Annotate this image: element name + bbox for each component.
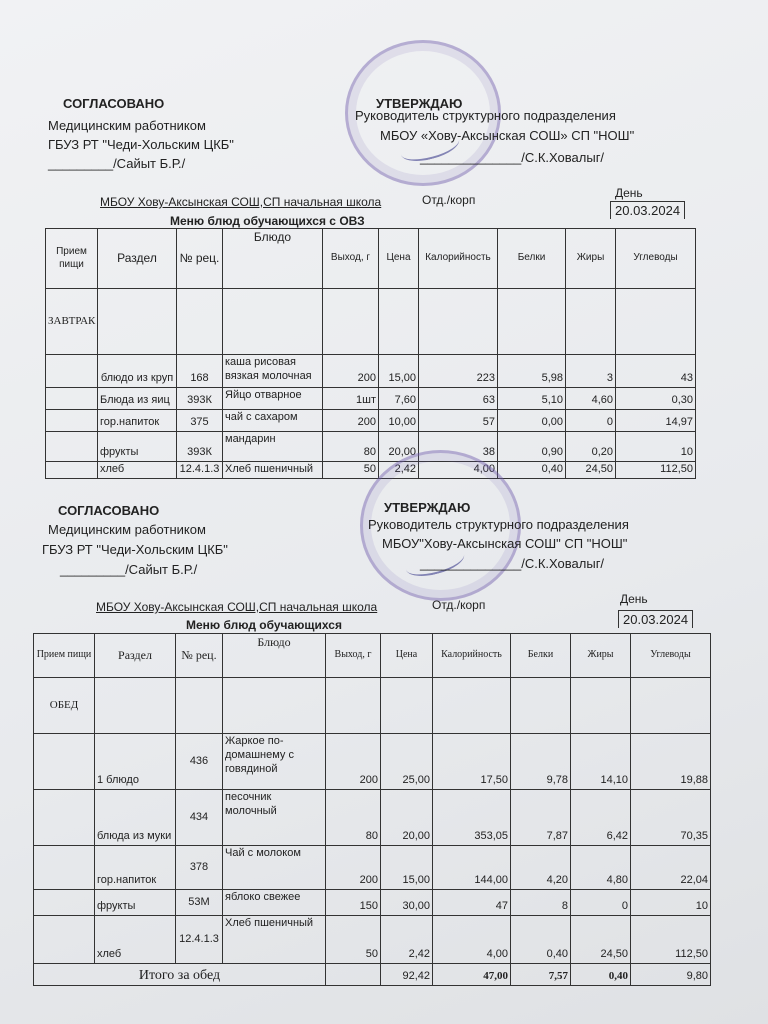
header-row (34, 634, 711, 678)
cell-kcal: 47 (433, 890, 511, 916)
cell-meal (46, 462, 98, 479)
cell-yield: 80 (323, 432, 379, 462)
empty-cell (566, 289, 616, 355)
header-row (46, 229, 696, 289)
empty-cell (95, 678, 176, 734)
cell-carbs: 10 (631, 890, 711, 916)
school-name: МБОУ Хову-Аксынская СОШ,СП начальная школа (100, 195, 382, 209)
empty-cell (223, 678, 326, 734)
meal-row (46, 289, 696, 355)
cell-carbs: 0,30 (616, 388, 696, 410)
table-row (34, 734, 711, 790)
cell-section: гор.напиток (95, 846, 176, 890)
cell-carbs: 19,88 (631, 734, 711, 790)
confirm-line1: Руководитель структурного подразделения (368, 517, 629, 532)
cell-section: Блюда из яиц (98, 388, 177, 410)
approved-sign: _________/Сайыт Б.Р./ (48, 156, 186, 171)
approved-title: СОГЛАСОВАНО (58, 503, 160, 518)
cell-price: 20,00 (381, 790, 433, 846)
cell-dish: мандарин (223, 432, 323, 462)
cell-recipe: 53М (176, 890, 223, 916)
cell-price: 25,00 (381, 734, 433, 790)
column-header-recipe: № рец. (176, 634, 223, 678)
cell-meal (34, 846, 95, 890)
cell-carbs: 112,50 (631, 916, 711, 964)
cell-meal (46, 410, 98, 432)
cell-fat: 0 (566, 410, 616, 432)
empty-cell (326, 678, 381, 734)
empty-cell (379, 289, 419, 355)
column-header-price: Цена (379, 229, 419, 289)
cell-section: хлеб (98, 462, 177, 479)
total-kcal: 47,00 (433, 964, 511, 986)
cell-section: гор.напиток (98, 410, 177, 432)
empty-cell (98, 289, 177, 355)
cell-kcal: 4,00 (433, 916, 511, 964)
cell-price: 20,00 (379, 432, 419, 462)
cell-meal (34, 734, 95, 790)
cell-carbs: 70,35 (631, 790, 711, 846)
cell-carbs: 14,97 (616, 410, 696, 432)
approved-line2: ГБУЗ РТ "Чеди-Хольским ЦКБ" (48, 137, 234, 152)
table-row (46, 432, 696, 462)
cell-protein: 4,20 (511, 846, 571, 890)
cell-fat: 24,50 (566, 462, 616, 479)
column-header-protein: Белки (498, 229, 566, 289)
cell-yield: 200 (323, 410, 379, 432)
cell-fat: 4,60 (566, 388, 616, 410)
cell-meal (46, 355, 98, 388)
approved-line1: Медицинским работником (48, 522, 206, 537)
cell-price: 2,42 (381, 916, 433, 964)
cell-recipe: 436 (176, 734, 223, 790)
cell-price: 7,60 (379, 388, 419, 410)
cell-protein: 9,78 (511, 734, 571, 790)
cell-dish: Яйцо отварное (223, 388, 323, 410)
cell-dish: Жаркое по-домашнему с говядиной (223, 734, 326, 790)
cell-yield: 80 (326, 790, 381, 846)
approved-sign: _________/Сайыт Б.Р./ (60, 562, 198, 577)
meal-label: ОБЕД (34, 678, 95, 734)
cell-carbs: 112,50 (616, 462, 696, 479)
confirm-line1: Руководитель структурного подразделения (355, 108, 616, 123)
cell-kcal: 57 (419, 410, 498, 432)
column-header-yield: Выход, г (323, 229, 379, 289)
cell-fat: 6,42 (571, 790, 631, 846)
cell-protein: 5,98 (498, 355, 566, 388)
cell-price: 15,00 (381, 846, 433, 890)
cell-carbs: 43 (616, 355, 696, 388)
column-header-protein: Белки (511, 634, 571, 678)
cell-protein: 5,10 (498, 388, 566, 410)
approved-line2: ГБУЗ РТ "Чеди-Хольским ЦКБ" (42, 542, 228, 557)
cell-price: 10,00 (379, 410, 419, 432)
approved-title: СОГЛАСОВАНО (63, 96, 165, 111)
column-header-dish: Блюдо (223, 229, 323, 289)
table-row (46, 355, 696, 388)
cell-yield: 150 (326, 890, 381, 916)
empty-cell (223, 289, 323, 355)
cell-protein: 0,00 (498, 410, 566, 432)
cell-section: хлеб (95, 916, 176, 964)
school-name: МБОУ Хову-Аксынская СОШ,СП начальная школа (96, 600, 378, 614)
confirm-title: УТВЕРЖДАЮ (384, 500, 471, 515)
cell-fat: 0,20 (566, 432, 616, 462)
table-row (46, 410, 696, 432)
cell-recipe: 12.4.1.3 (176, 916, 223, 964)
menu-table-lunch (33, 633, 711, 986)
column-header-yield: Выход, г (326, 634, 381, 678)
day-label: День (620, 592, 648, 606)
empty-cell (616, 289, 696, 355)
cell-meal (46, 432, 98, 462)
cell-meal (46, 388, 98, 410)
confirm-line2: МБОУ"Хову-Аксынская СОШ" СП "НОШ" (382, 536, 628, 551)
cell-yield: 50 (326, 916, 381, 964)
menu-title: Меню блюд обучающихся (186, 618, 342, 632)
empty-cell (326, 964, 381, 986)
cell-carbs: 22,04 (631, 846, 711, 890)
empty-cell (323, 289, 379, 355)
cell-kcal: 38 (419, 432, 498, 462)
date-box: 20.03.2024 (610, 201, 685, 219)
cell-protein: 8 (511, 890, 571, 916)
table-row (46, 462, 696, 479)
meal-label: ЗАВТРАК (46, 289, 98, 355)
empty-cell (381, 678, 433, 734)
cell-recipe: 393К (177, 432, 223, 462)
empty-cell (571, 678, 631, 734)
cell-protein: 7,87 (511, 790, 571, 846)
column-header-kcal: Калорийность (419, 229, 498, 289)
cell-kcal: 17,50 (433, 734, 511, 790)
dept-label: Отд./корп (422, 193, 476, 207)
cell-dish: Чай с молоком (223, 846, 326, 890)
cell-protein: 0,90 (498, 432, 566, 462)
dept-label: Отд./корп (432, 598, 486, 612)
cell-protein: 0,40 (511, 916, 571, 964)
column-header-price: Цена (381, 634, 433, 678)
cell-dish: Хлеб пшеничный (223, 462, 323, 479)
cell-meal (34, 890, 95, 916)
empty-cell (631, 678, 711, 734)
cell-section: 1 блюдо (95, 734, 176, 790)
cell-recipe: 168 (177, 355, 223, 388)
cell-recipe: 434 (176, 790, 223, 846)
day-label: День (615, 186, 643, 200)
menu-title: Меню блюд обучающихся с ОВЗ (170, 214, 365, 228)
total-carbs: 9,80 (631, 964, 711, 986)
cell-meal (34, 916, 95, 964)
column-header-dish: Блюдо (223, 634, 326, 678)
cell-protein: 0,40 (498, 462, 566, 479)
cell-dish: Хлеб пшеничный (223, 916, 326, 964)
cell-fat: 3 (566, 355, 616, 388)
cell-price: 2,42 (379, 462, 419, 479)
cell-dish: яблоко свежее (223, 890, 326, 916)
confirm-title: УТВЕРЖДАЮ (376, 96, 463, 111)
cell-kcal: 144,00 (433, 846, 511, 890)
empty-cell (176, 678, 223, 734)
cell-kcal: 63 (419, 388, 498, 410)
cell-fat: 24,50 (571, 916, 631, 964)
table-row (34, 890, 711, 916)
cell-section: блюда из муки (95, 790, 176, 846)
cell-dish: каша рисовая вязкая молочная (223, 355, 323, 388)
date-box: 20.03.2024 (618, 610, 693, 628)
cell-dish: чай с сахаром (223, 410, 323, 432)
cell-yield: 200 (323, 355, 379, 388)
column-header-fat: Жиры (566, 229, 616, 289)
cell-recipe: 375 (177, 410, 223, 432)
cell-section: фрукты (98, 432, 177, 462)
cell-price: 30,00 (381, 890, 433, 916)
confirm-line2: МБОУ «Хову-Аксынская СОШ» СП "НОШ" (380, 128, 635, 143)
cell-kcal: 353,05 (433, 790, 511, 846)
menu-table-breakfast (45, 228, 696, 479)
confirm-sign: ______________/С.К.Ховалыг/ (420, 556, 605, 571)
column-header-kcal: Калорийность (433, 634, 511, 678)
cell-yield: 50 (323, 462, 379, 479)
cell-carbs: 10 (616, 432, 696, 462)
empty-cell (498, 289, 566, 355)
total-row (34, 964, 711, 986)
empty-cell (511, 678, 571, 734)
approved-line1: Медицинским работником (48, 118, 206, 133)
cell-recipe: 393К (177, 388, 223, 410)
column-header-section: Раздел (98, 229, 177, 289)
empty-cell (433, 678, 511, 734)
total-label: Итого за обед (34, 964, 326, 986)
column-header-fat: Жиры (571, 634, 631, 678)
column-header-recipe: № рец. (177, 229, 223, 289)
table-row (34, 846, 711, 890)
table-row (34, 790, 711, 846)
cell-fat: 4,80 (571, 846, 631, 890)
column-header-meal: Прием пищи (34, 634, 95, 678)
total-fat: 0,40 (571, 964, 631, 986)
column-header-meal: Прием пищи (46, 229, 98, 289)
cell-yield: 1шт (323, 388, 379, 410)
empty-cell (419, 289, 498, 355)
total-protein: 7,57 (511, 964, 571, 986)
table-row (34, 916, 711, 964)
total-price: 92,42 (381, 964, 433, 986)
cell-meal (34, 790, 95, 846)
cell-yield: 200 (326, 846, 381, 890)
cell-fat: 0 (571, 890, 631, 916)
cell-recipe: 12.4.1.3 (177, 462, 223, 479)
cell-section: фрукты (95, 890, 176, 916)
empty-cell (177, 289, 223, 355)
cell-price: 15,00 (379, 355, 419, 388)
confirm-sign: ______________/С.К.Ховалыг/ (420, 150, 605, 165)
column-header-carbs: Углеводы (631, 634, 711, 678)
cell-recipe: 378 (176, 846, 223, 890)
column-header-section: Раздел (95, 634, 176, 678)
cell-yield: 200 (326, 734, 381, 790)
cell-fat: 14,10 (571, 734, 631, 790)
cell-kcal: 223 (419, 355, 498, 388)
cell-dish: песочник молочный (223, 790, 326, 846)
column-header-carbs: Углеводы (616, 229, 696, 289)
cell-section: блюдо из круп (98, 355, 177, 388)
table-row (46, 388, 696, 410)
meal-row (34, 678, 711, 734)
cell-kcal: 4,00 (419, 462, 498, 479)
